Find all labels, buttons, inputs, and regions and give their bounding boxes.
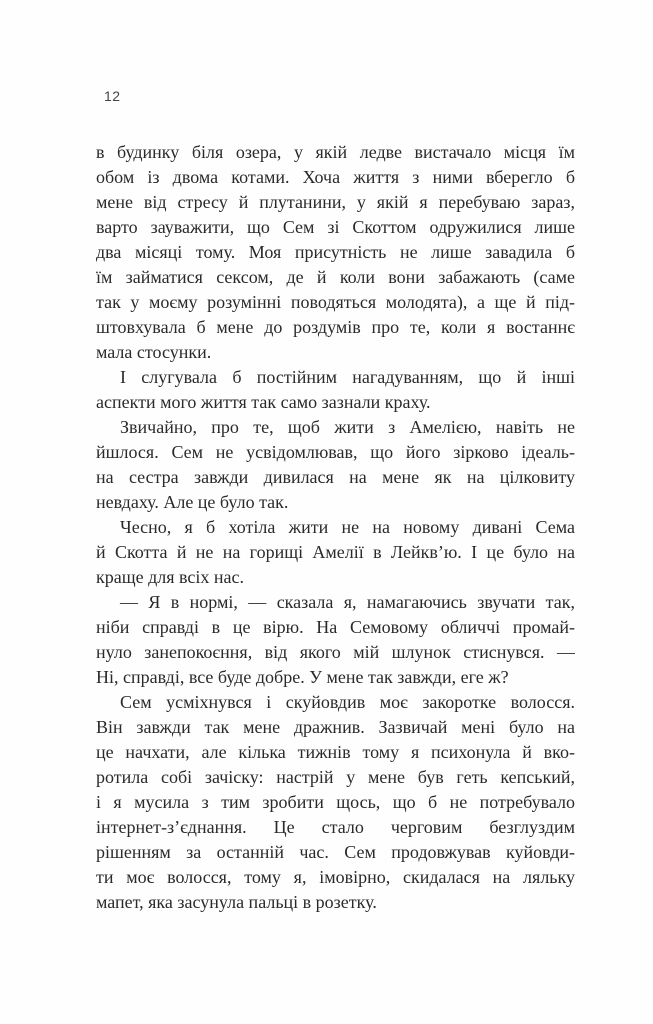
text-line: ти моє волосся, тому я, імовірно, скидалася на ляльку: [96, 867, 575, 887]
text-line: їм займатися сексом, де й коли вони забажають (саме: [96, 267, 575, 287]
text-line: штовхувала б мене до роздумів про те, коли я востаннє: [96, 317, 575, 337]
text-line: Він завжди так мене дражнив. Зазвичай мені було на: [96, 717, 575, 737]
text-line: на сестра завжди дивилася на мене як на цілковиту: [96, 467, 575, 487]
page-number: 12: [104, 88, 121, 104]
paragraph: [96, 140, 575, 365]
text-line: й Скотта й не на горищі Амелії в Лейкв’ю. І це було на: [96, 542, 575, 562]
text-line: краще для всіх нас.: [96, 567, 244, 587]
text-line: мапет, яка засунула пальці в розетку.: [96, 892, 377, 912]
text-line: рішенням за останній час. Сем продовжував куйовди-: [96, 842, 575, 862]
text-line: варто зауважити, що Сем зі Скоттом одружилися лише: [96, 217, 575, 237]
text-line: інтернет-з’єднання. Це стало черговим безглуздим: [96, 817, 575, 837]
text-line: два місяці тому. Моя присутність не лише завадила б: [96, 242, 575, 262]
text-line: аспекти мого життя так само зазнали краху.: [96, 392, 431, 412]
page-text: [96, 140, 575, 915]
text-line: і я мусила з тим зробити щось, що б не потребувало: [96, 792, 575, 812]
text-line: Ні, справді, все буде добре. У мене так завжди, еге ж?: [96, 667, 509, 687]
text-line: нуло занепокоєння, від якого мій шлунок стиснувся. —: [96, 642, 575, 662]
text-line: невдаху. Але це було так.: [96, 492, 289, 512]
text-line: це начхати, але кілька тижнів тому я психонула й вко-: [96, 742, 575, 762]
text-line: Звичайно, про те, щоб жити з Амелією, навіть не: [120, 417, 575, 437]
paragraph: [96, 415, 575, 515]
paragraph: [96, 515, 575, 590]
text-line: ніби справді в це вірю. На Семовому обличчі промай-: [96, 617, 575, 637]
text-line: — Я в нормі, — сказала я, намагаючись звучати так,: [120, 592, 575, 612]
paragraph: [96, 365, 575, 415]
text-line: так у моєму розумінні поводяться молодята), а ще й під-: [96, 292, 575, 312]
text-line: в будинку біля озера, у якій ледве вистачало місця їм: [96, 142, 575, 162]
text-line: мала стосунки.: [96, 342, 212, 362]
text-line: Сем усміхнувся і скуйовдив моє закоротке волосся.: [120, 692, 575, 712]
text-line: мене від стресу й плутанини, у якій я перебуваю зараз,: [96, 192, 575, 212]
text-line: Чесно, я б хотіла жити не на новому дивані Сема: [120, 517, 575, 537]
text-line: йшлося. Сем не усвідомлював, що його зірково ідеаль-: [96, 442, 575, 462]
paragraph: [96, 690, 575, 915]
text-line: І слугувала б постійним нагадуванням, що й інші: [120, 367, 575, 387]
text-line: ротила собі зачіску: настрій у мене був геть кепський,: [96, 767, 575, 787]
text-line: обом із двома котами. Хоча життя з ними вберегло б: [96, 167, 575, 187]
paragraph: [96, 590, 575, 690]
